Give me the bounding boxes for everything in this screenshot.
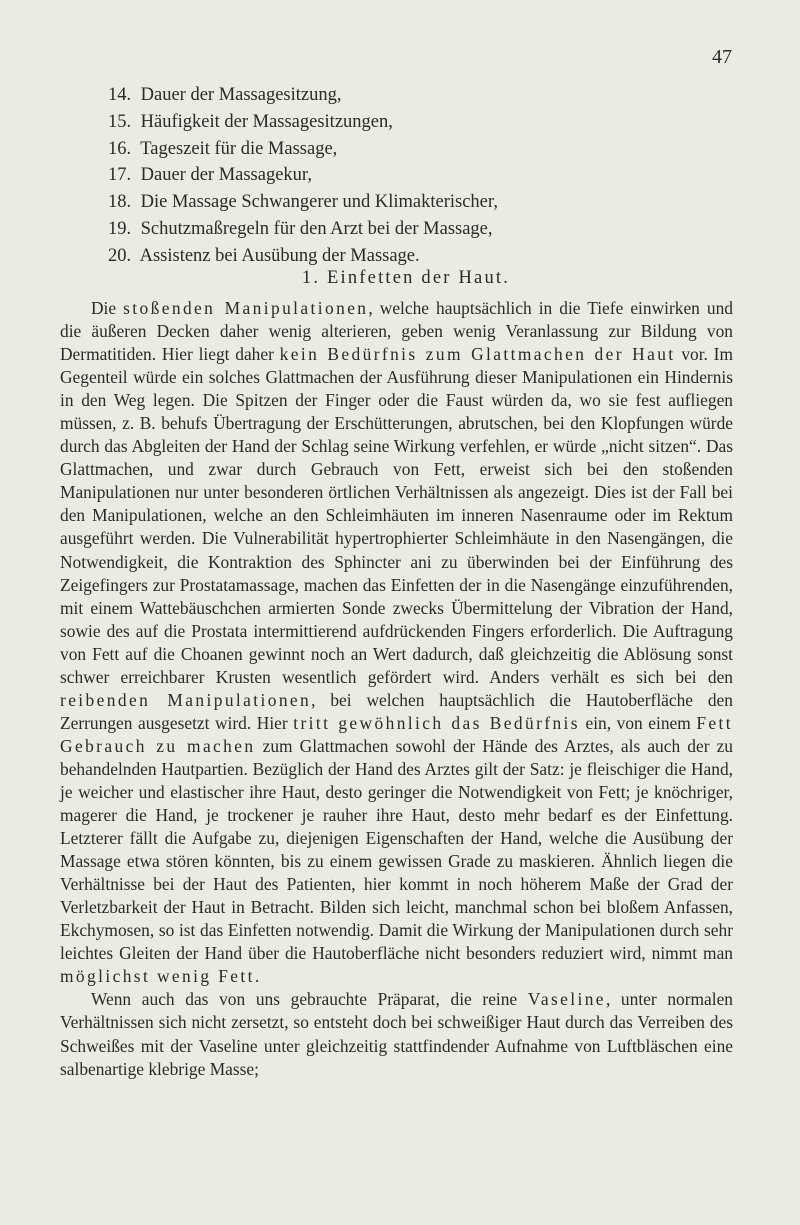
emphasis-spaced: stoßenden Manipulationen [123,298,369,318]
emphasis-spaced: kein Bedürfnis zum Glattmachen der Haut [279,344,676,365]
text-run: vor. Im Gegenteil würde ein solches Glattmachen der Ausführung dieser Manipulationen ein Hindernis in den Weg legen. Die Spitzen der Finger oder die Faust würden da, wo sie fest aufliegen müssen, z. B. behufs Übertragung der Erschütterungen, abrutschen, bei den Klopfungen würde durch das Abgleiten der Hand der Schlag seine Wirkung verfehlen, er würde „nicht sitzen“. Das Glattmachen, und zwar durch Gebrauch von Fett, erweist sich bei den stoßenden Manipulationen nur unter besonderen örtlichen Verhältnissen als angezeigt. Dies ist der Fall bei den Manipulationen, welche an den Schleimhäuten im inneren Nasenraume oder im Rektum ausgeführt werden. Die Vulnerabilität hypertrophierter Schleimhäute in den Nasengängen, die Notwendigkeit, die Kontraktion des Sphincter ani zu überwinden bei der Einführung des Zeigefingers zur Prostatamassage, machen das Einfetten der in die Nasengänge einzuführenden, mit einem Wattebäuschchen armierten Sonde zwecks Übermittelung der Vibration der Hand, sowie des auf die Prostata intermittierend aufdrückenden Fingers erforderlich. Die Auftragung von Fett auf die Choanen gewinnt noch an Wert dadurch, daß gleichzeitig die Ablösung sonst schwer erreichbarer Krusten wesentlich gefördert wird. Anders verhält es sich bei den [60,344,733,687]
text-run: Die [91,298,124,318]
list-item-label: Die Massage Schwangerer und Klimakterischer, [140,192,498,213]
list-item-label: Dauer der Massagesitzung, [140,85,342,105]
list-item-label: Tageszeit für die Massage, [140,138,338,159]
list-item-number: 17. [108,165,132,186]
emphasis-spaced: tritt gewöhnlich das Bedürfnis [293,712,580,733]
list-item [108,162,708,189]
list-item-number: 19. [108,218,132,239]
emphasis-spaced: reibenden Manipulationen [60,689,312,710]
page-number: 47 [712,46,732,68]
emphasis-spaced: möglichst wenig Fett [60,966,255,987]
text-run: ein, von einem [579,712,697,733]
text-run: zum Glattmachen sowohl der Hände des Arztes, als auch der zu behandelnden Hautpartien. Bezüglich der Hand des Arztes gilt der Satz: je fleischiger die Hand, je weicher und elastischer ihre Haut, desto geringer die Notwendigkeit von Fett; je knöchriger, magerer die Hand, je trockener je rauher ihre Haut, desto mehr bedarf es der Einfettung. Letzterer fällt die Aufgabe zu, diejenigen Eigenschaften der Hand, welche die Ausübung der Massage etwa stören könnten, bis zu einem gewissen Grade zu maskieren. Ähnlich liegen die Verhältnisse bei der Haut des Patienten, hier kommt in noch höherem Maße der Grad der Verletzbarkeit der Haut in Betracht. Bilden sich leicht, manchmal schon bei bloßem Anfassen, Ekchymosen, so ist das Einfetten notwendig. Damit die Wirkung der Manipulationen durch sehr leichtes Gleiten der Hand über die Hautoberfläche nicht besonders reduziert wird, nimmt man [60,735,734,964]
list-item [108,109,708,136]
paragraph [60,988,733,1080]
list-item-number: 20. [108,245,132,266]
text-run: , welche hauptsächlich in die Tiefe einwirken und die äußeren Decken daher wenig alterieren, geben wenig Veranlassung zur Bildung von Dermatitiden. Hier liegt daher [60,298,733,365]
list-item-label: Assistenz bei Ausübung der Massage. [139,245,420,266]
topic-list [108,82,708,270]
list-item-number: 14. [108,85,132,105]
text-run: . [254,966,260,987]
paragraph [60,297,733,988]
text-run: Wenn auch das von uns gebrauchte Präparat, die reine [91,989,528,1010]
list-item [108,216,708,243]
text-run: , bei welchen hauptsächlich die Hautoberfläche den Zerrungen ausgesetzt wird. Hier [60,689,733,733]
list-item-label: Dauer der Massagekur, [140,165,312,186]
text-run: , unter normalen Verhältnissen sich nicht zersetzt, so entsteht doch bei schweißiger Haut durch das Verreiben des Schweißes mit der Vaseline unter gleichzeitig stattfindender Aufnahme von Luftbläschen eine salbenartige klebrige Masse; [60,989,733,1079]
list-item [108,82,708,109]
emphasis-spaced: Vaseline [527,989,606,1010]
section-heading: 1. Einfetten der Haut. [301,268,511,288]
list-item [108,243,708,270]
emphasis-spaced: Fett Gebrauch zu machen [60,712,734,756]
list-item [108,136,708,163]
list-item-label: Häufigkeit der Massagesitzungen, [140,111,393,132]
list-item-number: 15. [108,111,132,132]
body-text [60,297,733,1081]
list-item-number: 18. [108,192,132,213]
list-item-label: Schutzmaßregeln für den Arzt bei der Massage, [140,218,493,239]
list-item-number: 16. [108,138,132,159]
list-item [108,189,708,216]
